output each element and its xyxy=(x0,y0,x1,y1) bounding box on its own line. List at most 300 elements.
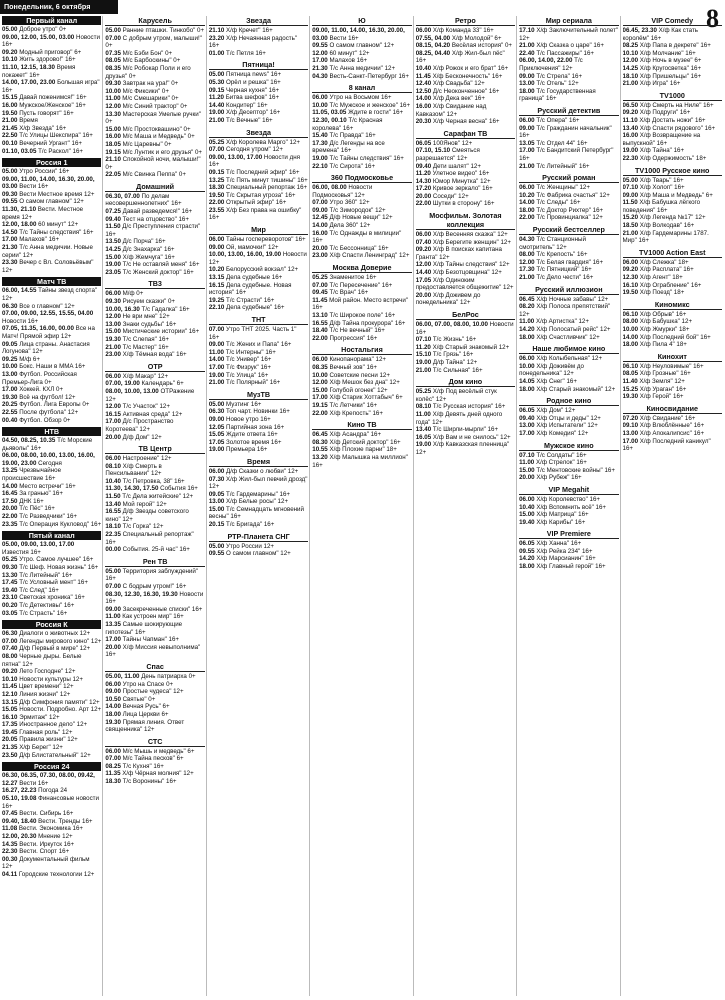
program-title: О самом главном" 12+ xyxy=(19,198,84,206)
program-title: Прямая линия. Ответ священника" 12+ xyxy=(105,718,185,734)
program-time: 00.10 xyxy=(2,139,20,147)
program-entry xyxy=(312,327,411,335)
program-title: Т/с Шеф. Новая жизнь" 16+ xyxy=(19,564,99,571)
program-entry xyxy=(105,681,204,689)
program-entry xyxy=(2,594,101,602)
program-time: 17.00 xyxy=(105,636,123,644)
channel-block xyxy=(519,225,618,282)
channel-title: Русский бестселлер xyxy=(519,225,618,235)
channel-block xyxy=(2,531,101,617)
program-entry xyxy=(2,691,101,699)
program-title: Т/с Морские дьяволы" 16+ xyxy=(2,437,93,452)
program-title: Улетное видео" 16+ xyxy=(432,170,490,178)
channel-title: Мужское кино xyxy=(519,441,618,451)
program-time: 05.00 xyxy=(208,400,227,408)
program-entry xyxy=(2,610,101,618)
channel-block xyxy=(623,91,722,163)
program-title: Т/с Последний эфир" 16+ xyxy=(226,168,300,176)
program-time: 06.30, 07.00 xyxy=(105,192,142,200)
program-time: 16.15 xyxy=(105,410,123,418)
program-entry xyxy=(623,378,722,386)
program-title: Х/ф Нечаянная радость" 16+ xyxy=(208,34,298,50)
program-time: 19.40 xyxy=(519,518,537,526)
program-time: 08.25 xyxy=(105,762,123,770)
program-title: Х/ф Белые росы" 12+ xyxy=(226,498,289,506)
program-title: Утро России" 16+ xyxy=(19,168,70,176)
program-title: Х/ф Тварь" 16+ xyxy=(639,176,684,184)
program-time: 14.00 xyxy=(622,333,640,341)
program-title: Давай разведемся!" 16+ xyxy=(122,208,193,216)
program-entry xyxy=(623,214,722,222)
channel-block xyxy=(2,620,101,759)
program-entry xyxy=(209,199,308,207)
program-time: 10.00 xyxy=(312,371,330,379)
program-time: 19.50 xyxy=(622,289,640,297)
program-title: Утро ТНТ 2025. Часть 1" 16+ xyxy=(208,326,297,341)
program-entry xyxy=(623,27,722,42)
program-entry xyxy=(105,95,204,103)
channel-title: БелРос xyxy=(416,310,515,320)
program-title: Т/с Опера" 16+ xyxy=(536,116,580,124)
program-title: Т/с Врач" 16+ xyxy=(329,289,369,297)
program-time: 04.50, 08.25, 10.35 xyxy=(2,437,58,445)
program-entry xyxy=(312,431,411,439)
channel-title: НТВ xyxy=(2,427,101,436)
program-time: 11.00 xyxy=(519,318,536,326)
program-entry xyxy=(209,184,308,192)
program-title: Х/ф Звезда" 16+ xyxy=(19,124,67,132)
program-time: 06.45 xyxy=(519,295,537,303)
program-title: Вести. Экономика 16+ xyxy=(18,825,83,833)
program-title: Т/с Кухня" 16+ xyxy=(122,762,164,770)
program-title: Правила жизни" 12+ xyxy=(19,736,78,744)
program-time: 16.05 xyxy=(415,433,433,441)
program-time: 07.00, 19.00 xyxy=(105,380,142,388)
program-entry xyxy=(105,644,204,659)
program-title: Х/ф Черная весна" 16+ xyxy=(432,118,500,126)
program-entry xyxy=(209,94,308,102)
program-time: 08.15, 04.20 xyxy=(415,42,452,50)
program-title: Д/ф Дом" 12+ xyxy=(122,433,162,441)
channel-block xyxy=(105,362,204,441)
program-time: 05.00, 09.00, 13.00, 17.00 xyxy=(2,541,75,549)
program-entry xyxy=(105,328,204,336)
program-entry xyxy=(312,289,411,297)
program-entry xyxy=(2,871,101,879)
program-entry xyxy=(209,379,308,387)
program-title: Х/ф Земля" 12+ xyxy=(639,377,685,385)
channel-title: СТС xyxy=(105,737,204,747)
program-time: 19.00 xyxy=(312,154,330,162)
program-entry xyxy=(519,50,618,58)
listing-columns xyxy=(2,16,723,996)
program-entry xyxy=(2,79,101,94)
program-time: 11.00 xyxy=(208,348,226,356)
program-time: 09.00 xyxy=(519,72,537,80)
program-time: 16.27, 22.23 xyxy=(2,787,39,795)
program-entry xyxy=(209,408,308,416)
program-time: 09.30 xyxy=(105,298,123,305)
program-title: Дела 360" 12+ xyxy=(329,222,371,230)
channel-block xyxy=(312,16,411,80)
program-title: Вести. Местное время 12+ xyxy=(2,206,84,221)
program-time: 11.45 xyxy=(312,296,330,304)
program-time: 19.00 xyxy=(622,147,640,155)
program-time: 23.50 xyxy=(2,751,20,759)
program-entry xyxy=(623,438,722,453)
program-entry xyxy=(519,318,618,326)
program-time: 08.00 xyxy=(622,318,640,326)
program-entry xyxy=(2,744,101,752)
program-title: Т/с Мужское и женское" 16+ xyxy=(329,101,411,109)
program-entry xyxy=(2,287,101,302)
program-entry xyxy=(519,386,618,394)
program-entry xyxy=(519,236,618,251)
program-entry xyxy=(519,266,618,274)
program-title: Утро 360" 12+ xyxy=(329,199,370,207)
program-entry xyxy=(416,261,515,269)
channel-title: Рен ТВ xyxy=(105,557,204,567)
program-entry xyxy=(416,434,515,442)
program-title: Т/с Дела житейские" 12+ xyxy=(122,493,194,501)
program-title: Т/с Детективы" 16+ xyxy=(19,601,75,609)
program-time: 09.15 xyxy=(208,168,227,176)
program-title: Т/с Улицы Шекспира" 16+ xyxy=(19,132,93,140)
program-title: Ранние пташки. Тинкобо" 0+ xyxy=(122,27,205,34)
channel-block xyxy=(312,173,411,260)
program-title: Х/ф Снег" 16+ xyxy=(536,377,577,385)
program-time: 05.30 xyxy=(208,78,227,86)
program-title: Х/ф Герой" 16+ xyxy=(639,393,684,401)
channel-block xyxy=(105,662,204,734)
program-time: 21.00 xyxy=(105,343,123,351)
program-time: 21.00 xyxy=(622,80,640,88)
program-entry xyxy=(519,511,618,519)
program-time: 06.00 xyxy=(622,258,640,266)
program-title: Х/ф Молчание" 16+ xyxy=(639,49,696,57)
program-entry xyxy=(623,147,722,155)
channel-block xyxy=(519,344,618,393)
program-entry xyxy=(209,102,308,110)
program-time: 22.30 xyxy=(2,848,20,856)
program-entry xyxy=(623,430,722,438)
program-time: 04.11 xyxy=(2,870,19,878)
program-entry xyxy=(2,602,101,610)
program-entry xyxy=(105,80,204,88)
program-entry xyxy=(312,109,411,117)
channel-title: VIP Megahit xyxy=(519,485,618,495)
program-entry xyxy=(209,326,308,341)
program-title: День патриарха 0+ xyxy=(141,672,196,680)
program-entry xyxy=(623,370,722,378)
program-title: Шутки в сторону" 16+ xyxy=(432,200,495,208)
program-title: Х/ф Марсианин" 16+ xyxy=(536,555,596,563)
program-entry xyxy=(312,27,411,42)
program-time: 16.00 xyxy=(105,133,123,141)
program-time: 19.00 xyxy=(208,371,227,379)
program-title: Х/ф Жил-был пёс" 16+ xyxy=(415,49,505,65)
program-title: Топ чарт. Новинки 16+ xyxy=(226,408,290,416)
program-time: 13.00 xyxy=(519,80,537,88)
program-time: 11.20 xyxy=(415,170,433,178)
program-entry xyxy=(209,139,308,147)
channel-title: 8 канал xyxy=(312,83,411,93)
program-title: Все о главном" 12+ xyxy=(19,302,75,310)
program-time: 19.30 xyxy=(622,393,640,401)
program-title: Самые шокирующие гипотезы" 16+ xyxy=(105,620,183,636)
channel-title: Русский иллюзион xyxy=(519,285,618,295)
program-entry xyxy=(105,583,204,591)
program-title: Т/с Петровка, 38" 16+ xyxy=(122,477,185,485)
program-title: Вечный зов" 16+ xyxy=(329,363,378,371)
program-time: 20.30 xyxy=(415,118,433,126)
program-title: Вести. Иркутск 16+ xyxy=(19,840,75,848)
program-entry xyxy=(209,364,308,372)
listing-column xyxy=(416,16,517,996)
program-entry xyxy=(105,748,204,756)
program-title: Д/с Порча" 16+ xyxy=(122,238,166,246)
program-title: Лица страны. Анастасия Логунова" 12+ xyxy=(2,340,90,356)
program-time: 06.05 xyxy=(415,139,433,147)
program-entry xyxy=(623,57,722,65)
program-entry xyxy=(312,207,411,215)
program-time: 11.45 xyxy=(415,72,433,80)
program-title: М/с Свинка Пеппа" 0+ xyxy=(122,171,186,179)
program-title: Х/ф Миссия невыполнима" 16+ xyxy=(105,643,201,659)
program-time: 18.00 xyxy=(519,385,537,393)
program-entry xyxy=(519,117,618,125)
program-entry xyxy=(623,50,722,58)
program-title: Х/ф Достать ножи" 16+ xyxy=(639,116,706,124)
program-entry xyxy=(623,192,722,200)
program-time: 22.50 xyxy=(2,132,20,140)
program-title: Легенды мирового кино" 12+ xyxy=(19,637,102,645)
program-time: 23.10 xyxy=(2,594,20,602)
program-title: Т/с Сирота" 16+ xyxy=(329,162,376,170)
program-entry xyxy=(623,42,722,50)
program-entry xyxy=(2,848,101,856)
program-time: 19.00 xyxy=(208,109,227,117)
program-title: Эрмитаж" 12+ xyxy=(19,713,60,721)
program-entry xyxy=(623,334,722,342)
program-title: 100Янов" 12+ xyxy=(432,139,473,147)
program-title: События 16+ xyxy=(160,485,198,493)
program-entry xyxy=(209,50,308,58)
program-title: Прогрессия" 16+ xyxy=(329,334,378,342)
program-title: Т/с Гражданин начальник" 16+ xyxy=(519,124,612,140)
listing-column xyxy=(105,16,206,996)
program-title: Светская хроника" 16+ xyxy=(19,594,85,602)
program-entry xyxy=(2,645,101,653)
program-entry xyxy=(312,42,411,50)
program-title: Большая игра" 16+ xyxy=(2,79,100,94)
program-title: М/с Мышь и медведь" 6+ xyxy=(122,747,195,755)
program-time: 14.40 xyxy=(415,269,433,277)
program-time: 22.00 xyxy=(312,409,330,417)
program-title: Х/ф Под весёлый стук колёс" 12+ xyxy=(415,388,497,403)
program-time: 07.40 xyxy=(415,238,433,246)
program-time: 05.25 xyxy=(312,274,330,282)
program-time: 14.00 xyxy=(519,199,537,207)
program-time: 15.40 xyxy=(312,132,330,140)
program-entry xyxy=(312,356,411,364)
program-title: Т/с Пять минут тишины" 16+ xyxy=(226,176,308,184)
program-time: 09.00, 12.00, 15.00, 03.00 xyxy=(2,33,76,41)
program-title: Мистические истории" 16+ xyxy=(122,328,200,336)
program-title: Засекреченные списки" 16+ xyxy=(122,605,203,613)
channel-title: Россия 24 xyxy=(2,762,101,771)
program-time: 16.00 xyxy=(312,229,330,237)
program-time: 08.30, 12.30, 16.30, 19.30 xyxy=(105,590,180,598)
program-title: Малахов" 16+ xyxy=(19,236,60,244)
program-entry xyxy=(2,221,101,229)
program-time: 11.35 xyxy=(105,770,123,778)
program-title: Советские песни 12+ xyxy=(329,371,390,379)
program-time: 09.40, 18.40 xyxy=(2,817,39,825)
program-entry xyxy=(2,394,101,402)
program-time: 09.30 xyxy=(2,564,20,571)
program-time: 16.00 xyxy=(622,132,640,140)
channel-title: Русский роман xyxy=(519,173,618,183)
program-title: Х/ф Весенняя сказка" 12+ xyxy=(432,231,508,239)
program-entry xyxy=(209,401,308,409)
channel-title: 360 Подмосковье xyxy=(312,173,411,183)
program-time: 12.50 xyxy=(415,87,433,95)
day-header: Понедельник, 6 октября xyxy=(0,0,118,14)
program-title: Т/с Семнадцать мгновений весны" 16+ xyxy=(208,505,304,521)
program-time: 07.35 xyxy=(105,49,123,57)
program-time: 09.00 xyxy=(105,688,123,696)
program-title: Главная роль" 12+ xyxy=(19,728,73,736)
program-entry xyxy=(105,418,204,433)
program-entry xyxy=(105,455,204,463)
program-entry xyxy=(519,504,618,512)
program-entry xyxy=(105,606,204,614)
program-title: Т/с Дело чести" 16+ xyxy=(536,274,594,282)
program-title: Х/ф Испытатели" 12+ xyxy=(536,422,598,430)
program-title: Д/ф Тайна" 12+ xyxy=(432,358,478,366)
program-entry xyxy=(105,508,204,523)
program-entry xyxy=(209,266,308,274)
program-time: 13.00 xyxy=(208,498,227,506)
program-time: 11.10, 12.15, 18.30 xyxy=(2,63,57,71)
program-title: Простые чудеса" 12+ xyxy=(122,688,184,696)
program-time: 18.10 xyxy=(105,523,123,531)
program-time: 21.00 xyxy=(519,162,537,170)
program-title: ОТРажение 12+ xyxy=(105,387,195,403)
program-title: Х/ф Влюблённые" 16+ xyxy=(639,422,705,430)
program-entry xyxy=(105,223,204,238)
channel-title: Время xyxy=(209,457,308,467)
program-title: Т/с Воронины" 16+ xyxy=(122,778,177,786)
program-entry xyxy=(623,363,722,371)
program-entry xyxy=(312,274,411,282)
program-title: Т/с Отель" 12+ xyxy=(536,80,579,88)
program-time: 12.05 xyxy=(208,423,227,431)
program-title: Т/с Тайны следствия" 16+ xyxy=(329,154,404,162)
program-time: 14.00, 17.00, 23.00 xyxy=(2,79,58,87)
program-entry xyxy=(105,755,204,763)
program-time: 09.55 xyxy=(2,198,20,206)
program-time: 06.00 xyxy=(105,747,123,755)
program-title: Х/ф Королева Марго" 12+ xyxy=(226,138,301,146)
program-title: Весть-Санкт-Петербург 16+ xyxy=(329,72,409,80)
program-title: Новости 12+ xyxy=(208,251,307,266)
program-time: 12.00 xyxy=(622,57,640,65)
program-entry xyxy=(416,336,515,344)
program-title: Х/ф Ночь в музее" 6+ xyxy=(639,57,702,65)
program-time: 09.00, 13.00, 17.00 xyxy=(208,153,264,161)
program-entry xyxy=(209,431,308,439)
program-time: 16.10 xyxy=(622,281,640,289)
program-title: Х/ф Ханна" 16+ xyxy=(536,540,582,548)
program-title: Вести. Тренды 16+ xyxy=(38,817,93,825)
program-time: 12.45 xyxy=(312,214,330,222)
program-title: Т/с Сильная" 16+ xyxy=(432,366,483,374)
program-entry xyxy=(105,501,204,509)
program-entry xyxy=(416,95,515,103)
program-entry xyxy=(312,184,411,199)
channel-title: Киносвидание xyxy=(623,404,722,414)
channel-block xyxy=(623,300,722,349)
program-time: 22.00 xyxy=(312,334,330,342)
program-entry xyxy=(209,282,308,297)
program-time: 21.00 xyxy=(622,229,640,237)
program-time: 19.45 xyxy=(2,728,20,736)
program-entry xyxy=(209,87,308,95)
program-time: 14.25 xyxy=(105,246,123,254)
program-time: 07.00 xyxy=(105,583,123,590)
program-entry xyxy=(2,125,101,133)
program-entry xyxy=(209,446,308,454)
program-time: 22.35 xyxy=(105,531,123,539)
program-time: 06.00, 08.00, 10.00, 13.00, 16.00, 19.00, 23.00 xyxy=(2,452,95,467)
channel-block xyxy=(105,182,204,277)
program-time: 17.00 xyxy=(208,363,227,371)
program-title: Х/ф Команда 33" 16+ xyxy=(432,27,494,34)
channel-title: Кинохит xyxy=(623,352,722,362)
program-entry xyxy=(105,591,204,606)
program-title: Т/с Скрытая угроза" 16+ xyxy=(226,191,296,199)
program-title: Дела судебные 16+ xyxy=(226,274,283,282)
program-time: 14.20 xyxy=(519,555,537,563)
program-entry xyxy=(623,155,722,163)
program-title: Д/ф Звезды советского кино" 12+ xyxy=(105,508,189,523)
channel-block xyxy=(105,557,204,659)
program-time: 07.00 xyxy=(312,199,330,207)
program-time: 21.10 xyxy=(105,156,123,164)
program-entry xyxy=(312,410,411,418)
program-title: Т/с Пёс" 16+ xyxy=(19,505,55,513)
program-entry xyxy=(105,411,204,419)
program-time: 17.30 xyxy=(312,139,330,147)
program-title: Х/ф Подруги" 16+ xyxy=(639,109,691,117)
program-title: Т/с Провинциалка" 12+ xyxy=(536,214,603,222)
program-entry xyxy=(416,178,515,186)
program-entry xyxy=(2,401,101,409)
program-entry xyxy=(416,80,515,88)
program-title: Пусть говорят" 16+ xyxy=(19,109,74,117)
channel-title: Дом кино xyxy=(416,377,515,387)
program-title: Вести Местное время 12+ xyxy=(19,190,95,198)
program-time: 21.10 xyxy=(208,27,227,34)
program-title: Т/с Женский доктор" 16+ xyxy=(122,268,194,276)
program-title: Вести. Спорт 16+ xyxy=(19,848,70,856)
program-title: О самом главном" 12+ xyxy=(329,42,395,50)
program-time: 00.40 xyxy=(2,416,20,424)
program-time: 01.10, 03.05 xyxy=(2,147,39,155)
program-entry xyxy=(105,711,204,719)
